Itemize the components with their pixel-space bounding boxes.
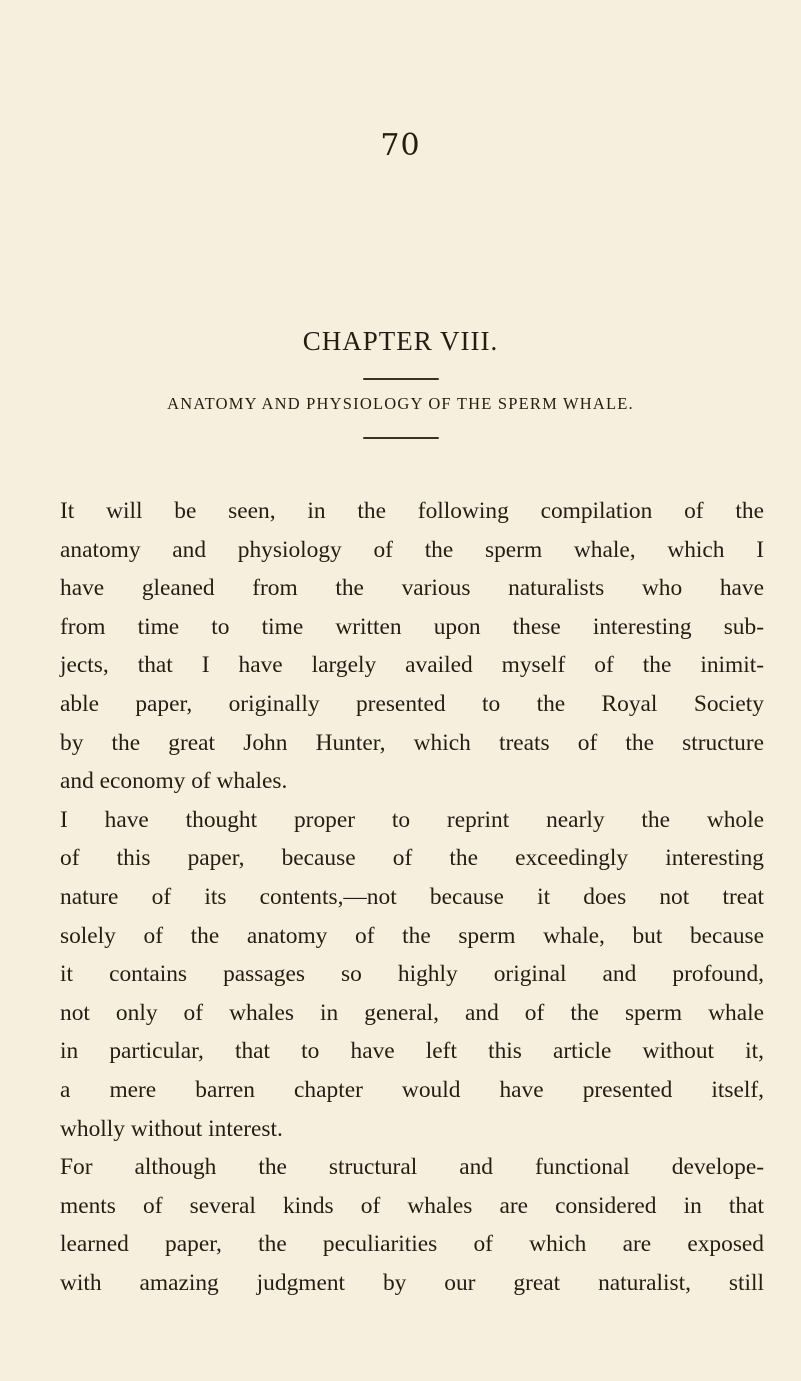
text-line: For although the structural and functional develope- — [60, 1154, 764, 1181]
text-line: from time to time written upon these interesting sub- — [60, 613, 764, 640]
text-line: It will be seen, in the following compilation of the — [60, 498, 764, 524]
ornamental-rule-top — [363, 378, 439, 380]
body-text — [60, 492, 764, 1302]
text-line: a mere barren chapter would have presented itself, — [60, 1076, 764, 1103]
text-line: solely of the anatomy of the sperm whale, but because — [60, 922, 764, 949]
text-line: in particular, that to have left this article without it, — [60, 1038, 764, 1065]
text-line: have gleaned from the various naturalists who have — [60, 575, 764, 602]
text-line: and economy of whales. — [60, 768, 288, 795]
text-line: of this paper, because of the exceedingly interesting — [60, 845, 764, 872]
text-line: it contains passages so highly original and profound, — [60, 961, 764, 988]
text-line: I have thought proper to reprint nearly the whole — [60, 806, 764, 833]
text-line: nature of its contents,—not because it does not treat — [60, 883, 764, 910]
text-line: with amazing judgment by our great naturalist, still — [60, 1269, 764, 1296]
text-line: anatomy and physiology of the sperm whale, which I — [60, 536, 764, 563]
chapter-heading: CHAPTER VIII. — [302, 326, 499, 356]
text-line: wholly without interest. — [60, 1115, 283, 1142]
text-line: able paper, originally presented to the Royal Society — [60, 690, 764, 717]
text-line: learned paper, the peculiarities of which are exposed — [60, 1231, 764, 1258]
text-line: not only of whales in general, and of the sperm whale — [60, 999, 764, 1026]
text-line: by the great John Hunter, which treats of the structure — [60, 729, 764, 756]
text-line: ments of several kinds of whales are considered in that — [60, 1192, 764, 1219]
chapter-subtitle: ANATOMY AND PHYSIOLOGY OF THE SPERM WHALE. — [167, 394, 634, 413]
page-number: 70 — [380, 128, 421, 163]
text-line: jects, that I have largely availed myself of the inimit- — [60, 652, 764, 679]
ornamental-rule-bottom — [363, 437, 439, 439]
